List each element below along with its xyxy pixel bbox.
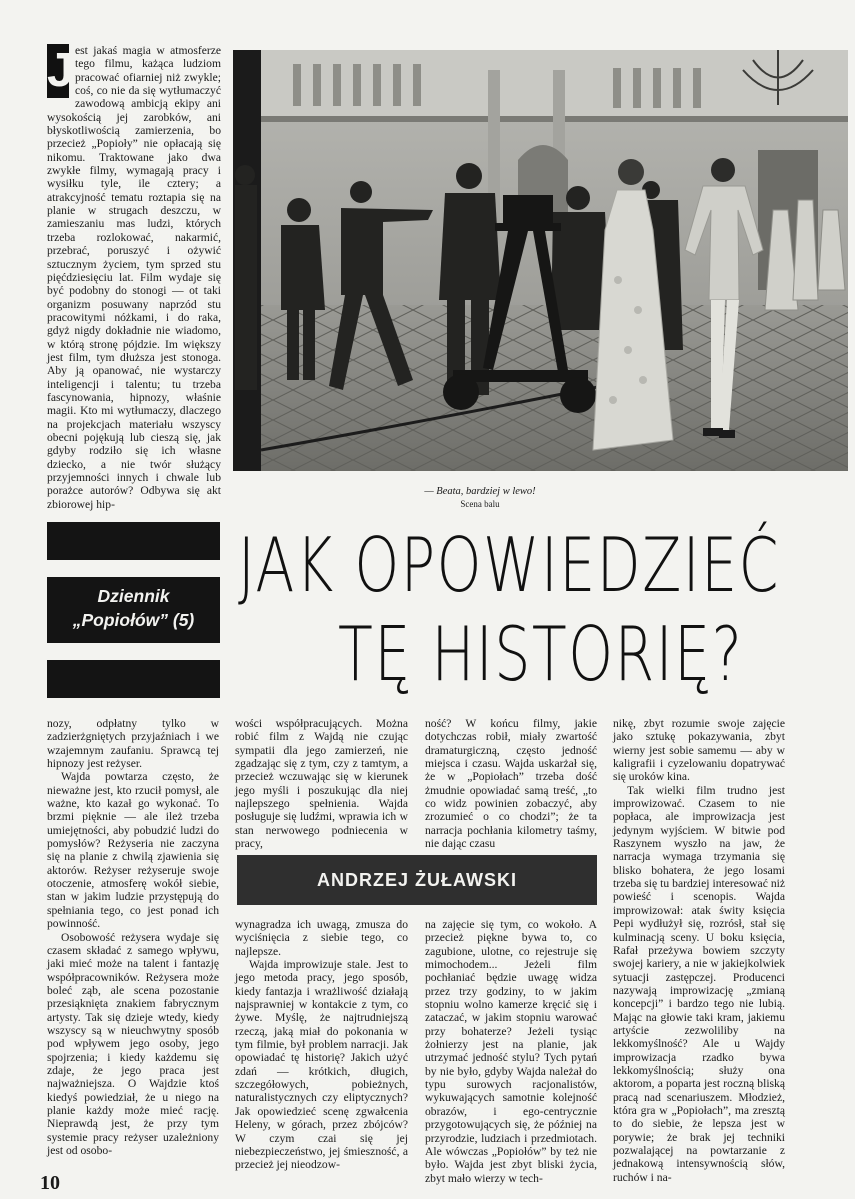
article-column-3-upper [425, 717, 597, 851]
headline-line-1: JAK OPOWIEDZIEĆ [238, 521, 780, 609]
ballroom-scene-image [233, 50, 848, 471]
article-column-1 [47, 717, 219, 1165]
top-black-bar [47, 522, 220, 560]
series-line-1: Dziennik [97, 586, 170, 606]
drop-cap: J [47, 44, 74, 97]
article-column-2-lower [235, 918, 408, 1172]
article-column-4 [613, 717, 785, 1184]
series-label [47, 577, 220, 643]
caption-scene: Scena balu [460, 499, 500, 509]
paragraph: Wajda powtarza często, że nieważne jest, kto rzucił pomysł, ale ważne, kto kazał go wykonać. To brzmi pięknie — ale ileż trzeba umiejętności, aby pobudzić ludzi do pomysłów? Reżyseria nie zaczyna się na planie z chwilą zjawienia się aktorów. Reżyser reżyseruje swoje otoczenie, atmosferę wokół siebie, stan w jakim ludzie przystępują do spełniania tego, co jest ponad ich powinność. [47, 770, 219, 931]
article-column-3-lower [425, 918, 597, 1185]
article-column-2-upper [235, 717, 408, 851]
caption-quote: — Beata, bardziej w lewo! [424, 486, 536, 497]
author-banner: ANDRZEJ ŻUŁAWSKI [237, 855, 597, 905]
film-set-photo [233, 50, 848, 471]
paragraph: nozy, odpłatny tylko w zadzierżgniętych przyjaźniach i we wzajemnym zaufaniu. Sprawcą tej hipnozy jest reżyser. [47, 717, 219, 771]
paragraph: na zajęcie się tym, co wokoło. A przecież piękne bywa to, co zagubione, ulotne, co rejestruje się mimochodem... Jeżeli film pochłaniać będzie uwagę widza przez trzy godziny, to w jakim stopniu wolno kamerze kręcić się i zataczać, w jakim stopniu warować przy bohaterze? Jeżeli tysiąc żołnierzy jest na planie, jak utrzymać jedność stylu? Tych pytań by nie było, gdyby Wajda należał do typu surowych racjonalistów, wykuwających samotnie kolejność obrazów, i ego-centrycznie przygotowujących się, że później na przyrodzie, ludziach i przedmiotach. Ale wówczas „Popiołów” by też nie było. Wajda jest zbyt bliski życia, zbyt mało wierzy w tech- [425, 918, 597, 1185]
paragraph: Osobowość reżysera wydaje się czasem składać z samego wpływu, jaki mieć może na talent i fantazję współpracowników. Reżysera może boleć ząb, ale scena pozostanie przesiąknięta znakiem fabrycznym artysty. Tak się dzieje wtedy, kiedy wszyscy są w nieuchwytny sposób pod wpływem jego osoby, jego spojrzenia; i kiedy każdemu się zdaje, że jego praca jest najważniejsza. O Wajdzie ktoś kiedyś powiedział, że u niego na planie każdy może mieć rację. Nieprawdą jest, że przy tym systemie pracy reżyser uzależniony jest od osobo- [47, 930, 219, 1157]
photo-caption [380, 486, 580, 510]
headline-line-2: TĘ HISTORIĘ? [338, 610, 744, 698]
paragraph: ność? W końcu filmy, jakie dotychczas robił, miały zwartość dramaturgiczną, często jedność miejsca i czasu. Wajda uskarżał się, że w „Popiołach” trzeba dość żmudnie opowiadać samą treść, „to co widz powinien zobaczyć, aby zrozumieć o co chodzi”; że ta narracja pochłania kilometry taśmy, nie dając czasu [425, 717, 597, 851]
paragraph: wości współpracujących. Można robić film z Wajdą nie czując sympatii dla jego zamierzeń, nie zgadzając się z tym, czy z tamtym, a przecież wczuwając się w kierunek jego myśli i poszukując dla niej najlepszego spełnienia. Wajda posługuje się ludźmi, wprawia ich w stan nerwowego podniecenia w pracy, [235, 717, 408, 851]
bottom-black-bar [47, 660, 220, 698]
intro-column [47, 44, 221, 511]
page-number: 10 [40, 1172, 60, 1194]
series-line-2: „Popiołów” (5) [72, 610, 195, 630]
intro-text: est jakaś magia w atmosferze tego filmu, każąca ludziom pracować ofiarniej niż zwykle; coś, co nie da się wytłumaczyć zawodową ambicją ekipy ani wysokością jej zarobków, ani błyskotliwością zamierzenia, bo przecież „Popioły” nie opłacają się nikomu. Traktowane jako dwa zwykłe filmy, wymagają pracy i wysiłku tyle, ile cztery; a atrakcyjność tematu roztapia się na planie w strugach deszczu, w zamieszaniu mas ludzi, których trzeba rozlokować, nakarmić, przebrać, poruszyć i ożywić sztucznym życiem, tym sprzed stu pięćdziesięciu lat. Film wydaje się być podobny do stonogi — ot taki organizm posuwany naprzód stu pracowitymi nóżkami, i do raka, gdyż nigdy dokładnie nie wiadomo, w którą stronę pójdzie. Im większy jest film, tym dłuższa jest stonoga. Aby ją opanować, nie wystarczy inteligencji i talentu; tu trzeba fascynowania, hipnozy, właśnie magii. Kto mi wytłumaczy, dlaczego na projekcjach materiału wszyscy obecni pojękują lub cieszą się, jak gdyby rodziło się ich własne dziecko, a nie twór służący przyjemności innych i chwale lub porażce autorów? Odbywa się akt zbiorowej hip- [47, 44, 221, 511]
paragraph: nikę, zbyt rozumie swoje zajęcie jako sztukę pokazywania, zbyt wierny jest sobie samemu — aby w kaligrafii i cyzelowaniu dopatrywać się uroków kina. [613, 717, 785, 784]
paragraph: wynagradza ich uwagą, zmusza do wyciśnięcia z siebie tego, co najlepsze. [235, 918, 408, 958]
paragraph: Tak wielki film trudno jest improwizować. Czasem to nie popłaca, ale improwizacja jest jedynym wyjściem. W bitwie pod Raszynem wyszło na jaw, że narracja wymaga trzymania się blisko bohatera, że jego losami trzeba się tu bardziej interesować niż powieść i scenopis. Wajda improwizował: atak świty księcia Pepi wydłużył się, rozrósł, stał się kulminacją sceny. U boku księcia, Rafał przeżywa bowiem szczyty swojej kariery, a nie w jakiejkolwiek sytuacji zastępczej. Producenci nazywają improwizację „zmianą koncepcji” i bardzo tego nie lubią. Mając na głowie taki kram, jakiemu artyście zezwoliliby na lekkomyślność? Ale u Wajdy improwizacja rzadko bywa lekkomyślnością; służy ona aktorom, a poparta jest roczną bliską pracą nad scenariuszem. Młodzież, która gra w „Popiołach”, ma zresztą to do siebie, że lepsza jest w porywie; że brak jej techniki pozwalającej na powtarzanie z jednakową intensywnością słów, ruchów i na- [613, 783, 785, 1184]
paragraph: Wajda improwizuje stale. Jest to jego metoda pracy, jego sposób, kiedy fantazja i wrażliwość działają najsprawniej w kontakcie z tym, co żywe. Myślę, że najtrudniejszą rzeczą, jaką miał do pokonania w tym filmie, był problem narracji. Jak opowiadać tę historię? Jakich użyć zdań — krótkich, długich, szczegółowych, pobieżnych, naturalistycznych czy eliptycznych? Jak opowiedzieć scenę zgwałcenia Heleny, w górach, przez zbójców? W czym czai się jej niebezpieczeństwo, jej śmieszność, a przecież jej nieodzow- [235, 958, 408, 1172]
